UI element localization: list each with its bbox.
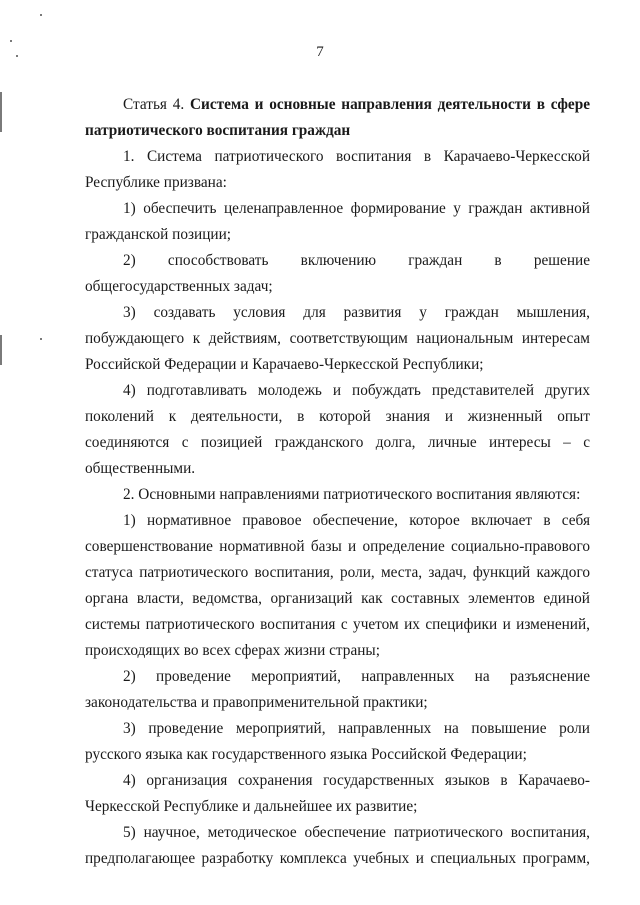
scan-mark [40,14,42,16]
scan-mark [10,40,12,42]
paragraph: 3) проведение мероприятий, направленных на повышение роли русского языка как государственного языка Российской Федерации; [85,720,590,763]
page-number: 7 [316,44,324,60]
paragraph: 1. Система патриотического воспитания в Карачаево-Черкесской Республике призвана: [85,148,590,191]
article-number: Статья 4. [123,96,185,113]
article-heading [85,92,590,144]
paragraph: 3) создавать условия для развития у граждан мышления, побуждающего к действиям, соответствующим национальным интересам Российской Федерации и Карачаево-Черкесской Республики; [85,304,590,373]
article-title: Система и основные направления деятельности в сфере патриотического воспитания граждан [85,96,591,139]
scan-mark [40,338,42,340]
scan-edge-mark [0,92,2,132]
document-body [85,92,590,872]
paragraph: 2) проведение мероприятий, направленных на разъяснение законодательства и правоприменительной практики; [85,668,590,711]
paragraph: 5) научное, методическое обеспечение патриотического воспитания, предполагающее разработку комплекса учебных и специальных программ, [85,824,590,867]
scan-edge-mark [0,335,2,365]
paragraph: 1) нормативное правовое обеспечение, которое включает в себя совершенствование нормативной базы и определение социально-правового статуса патриотического воспитания, роли, места, задач, функций каждого органа власти, ведомства, организаций как составных элементов единой системы патриотического воспитания с учетом их специфики и изменений, происходящих во всех сферах жизни страны; [85,512,590,659]
paragraph: 2) способствовать включению граждан в решение общегосударственных задач; [85,252,590,295]
paragraph: 4) подготавливать молодежь и побуждать представителей других поколений к деятельности, в которой знания и жизненный опыт соединяются с позицией гражданского долга, личные интересы – с общественными. [85,382,590,477]
paragraph: 1) обеспечить целенаправленное формирование у граждан активной гражданской позиции; [85,200,590,243]
paragraph: 2. Основными направлениями патриотического воспитания являются: [123,486,581,503]
paragraph: 4) организация сохранения государственных языков в Карачаево-Черкесской Республике и дальнейшее их развитие; [85,772,590,815]
